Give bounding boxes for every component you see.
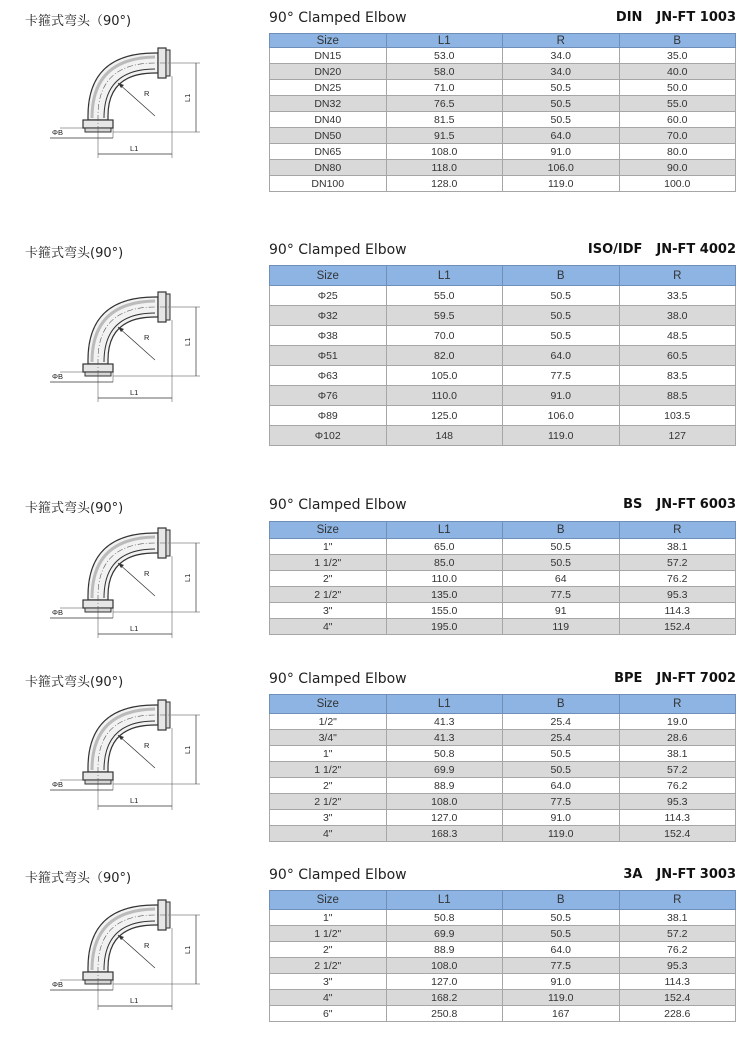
radius-line xyxy=(118,83,155,116)
table-cell: 88.9 xyxy=(386,778,503,794)
table-cell: 50.5 xyxy=(503,326,620,346)
table-cell: 35.0 xyxy=(619,48,736,64)
table-cell: 152.4 xyxy=(619,826,736,842)
table-cell: 59.5 xyxy=(386,306,503,326)
table-cell: 1" xyxy=(270,539,387,555)
table-cell: DN40 xyxy=(270,112,387,128)
table-cell: 110.0 xyxy=(386,386,503,406)
table-cell: 64.0 xyxy=(503,942,620,958)
column-header: L1 xyxy=(386,522,503,539)
radius-line xyxy=(118,735,155,768)
table-row xyxy=(270,778,736,794)
section-cn-title: 卡箍式弯头(90°) xyxy=(25,501,124,516)
table-cell: 50.5 xyxy=(503,926,620,942)
elbow-drawing xyxy=(40,28,240,168)
table-cell: 195.0 xyxy=(386,619,503,635)
column-header: R xyxy=(619,522,736,539)
table-row xyxy=(270,942,736,958)
table-row xyxy=(270,990,736,1006)
table-cell: 6" xyxy=(270,1006,387,1022)
table-cell: 2" xyxy=(270,942,387,958)
table-cell: 100.0 xyxy=(619,176,736,192)
table-row xyxy=(270,958,736,974)
column-header: L1 xyxy=(386,891,503,910)
table-cell: 50.5 xyxy=(503,80,620,96)
table-cell: 80.0 xyxy=(619,144,736,160)
table-row xyxy=(270,128,736,144)
table-cell: 91.0 xyxy=(503,974,620,990)
elbow-drawing xyxy=(40,508,240,648)
l1-vertical-label: L1 xyxy=(183,337,192,346)
table-row xyxy=(270,1006,736,1022)
table-cell: 19.0 xyxy=(619,714,736,730)
table-row xyxy=(270,48,736,64)
standard-label: 3A xyxy=(623,867,643,882)
section-en-title: 90° Clamped Elbow xyxy=(269,242,407,258)
table-cell: 77.5 xyxy=(503,366,620,386)
product-code xyxy=(614,671,736,686)
table-row xyxy=(270,730,736,746)
table-row xyxy=(270,346,736,366)
table-cell: 119.0 xyxy=(503,176,620,192)
table-cell: 91.0 xyxy=(503,386,620,406)
table-cell: 108.0 xyxy=(386,794,503,810)
l1-horizontal-label: L1 xyxy=(130,388,139,397)
table-cell: 114.3 xyxy=(619,974,736,990)
table-cell: 125.0 xyxy=(386,406,503,426)
table-cell: 50.8 xyxy=(386,746,503,762)
table-cell: 38.1 xyxy=(619,746,736,762)
table-row xyxy=(270,619,736,635)
table-row xyxy=(270,826,736,842)
column-header: Size xyxy=(270,266,387,286)
column-header: Size xyxy=(270,34,387,48)
table-cell: 77.5 xyxy=(503,958,620,974)
table-cell: 148 xyxy=(386,426,503,446)
table-cell: 82.0 xyxy=(386,346,503,366)
table-header-row xyxy=(270,695,736,714)
table-row xyxy=(270,96,736,112)
table-cell: Φ63 xyxy=(270,366,387,386)
table-cell: 33.5 xyxy=(619,286,736,306)
table-cell: 250.8 xyxy=(386,1006,503,1022)
column-header: B xyxy=(503,891,620,910)
table-row xyxy=(270,810,736,826)
table-cell: 108.0 xyxy=(386,144,503,160)
table-row xyxy=(270,762,736,778)
table-cell: 77.5 xyxy=(503,794,620,810)
table-cell: 57.2 xyxy=(619,555,736,571)
table-cell: 41.3 xyxy=(386,714,503,730)
table-row xyxy=(270,386,736,406)
column-header: Size xyxy=(270,891,387,910)
table-cell: 3" xyxy=(270,810,387,826)
table-cell: 28.6 xyxy=(619,730,736,746)
elbow-drawing xyxy=(40,880,240,1020)
table-cell: 41.3 xyxy=(386,730,503,746)
column-header: R xyxy=(619,695,736,714)
table-cell: 119.0 xyxy=(503,426,620,446)
code-number: JN-FT 1003 xyxy=(656,10,736,25)
spec-table xyxy=(269,265,736,446)
table-cell: 83.5 xyxy=(619,366,736,386)
column-header: B xyxy=(619,34,736,48)
table-row xyxy=(270,160,736,176)
table-row xyxy=(270,746,736,762)
column-header: R xyxy=(619,891,736,910)
table-cell: 48.5 xyxy=(619,326,736,346)
table-row xyxy=(270,406,736,426)
section-en-title: 90° Clamped Elbow xyxy=(269,10,407,26)
table-cell: 76.2 xyxy=(619,778,736,794)
table-cell: 168.2 xyxy=(386,990,503,1006)
product-code xyxy=(588,242,736,257)
column-header: B xyxy=(503,695,620,714)
section-cn-title: 卡箍式弯头(90°) xyxy=(25,246,124,261)
table-cell: 1 1/2" xyxy=(270,762,387,778)
table-cell: 90.0 xyxy=(619,160,736,176)
table-cell: 55.0 xyxy=(386,286,503,306)
table-cell: 118.0 xyxy=(386,160,503,176)
table-cell: 103.5 xyxy=(619,406,736,426)
radius-label: R xyxy=(144,333,150,342)
table-row xyxy=(270,80,736,96)
radius-label: R xyxy=(144,89,150,98)
table-cell: 69.9 xyxy=(386,762,503,778)
table-row xyxy=(270,286,736,306)
table-row xyxy=(270,794,736,810)
column-header: B xyxy=(503,266,620,286)
table-cell: 3/4" xyxy=(270,730,387,746)
table-cell: 106.0 xyxy=(503,406,620,426)
table-cell: 76.2 xyxy=(619,942,736,958)
table-cell: 76.5 xyxy=(386,96,503,112)
b-label: ΦB xyxy=(52,372,63,381)
table-cell: 50.5 xyxy=(503,96,620,112)
column-header: L1 xyxy=(386,34,503,48)
table-cell: Φ76 xyxy=(270,386,387,406)
table-cell: 58.0 xyxy=(386,64,503,80)
table-cell: 91.5 xyxy=(386,128,503,144)
section-cn-title: 卡箍式弯头（90°) xyxy=(25,871,132,886)
b-label: ΦB xyxy=(52,780,63,789)
elbow-drawing-svg xyxy=(40,680,240,820)
table-cell: 95.3 xyxy=(619,958,736,974)
column-header: L1 xyxy=(386,266,503,286)
table-row xyxy=(270,587,736,603)
code-number: JN-FT 3003 xyxy=(656,867,736,882)
table-cell: 77.5 xyxy=(503,587,620,603)
table-cell: 91 xyxy=(503,603,620,619)
table-cell: 2" xyxy=(270,571,387,587)
table-cell: 106.0 xyxy=(503,160,620,176)
table-cell: 95.3 xyxy=(619,587,736,603)
table-cell: DN20 xyxy=(270,64,387,80)
table-cell: 1 1/2" xyxy=(270,926,387,942)
standard-label: BS xyxy=(623,497,643,512)
table-cell: 38.1 xyxy=(619,910,736,926)
table-cell: 65.0 xyxy=(386,539,503,555)
table-header-row xyxy=(270,266,736,286)
radius-line xyxy=(118,327,155,360)
table-cell: 91.0 xyxy=(503,810,620,826)
section-en-title: 90° Clamped Elbow xyxy=(269,867,407,883)
table-cell: 114.3 xyxy=(619,603,736,619)
table-row xyxy=(270,326,736,346)
column-header: Size xyxy=(270,695,387,714)
table-row xyxy=(270,571,736,587)
table-cell: DN65 xyxy=(270,144,387,160)
table-cell: 64.0 xyxy=(503,778,620,794)
l1-horizontal-label: L1 xyxy=(130,796,139,805)
table-cell: 152.4 xyxy=(619,990,736,1006)
table-cell: Φ25 xyxy=(270,286,387,306)
table-cell: 38.1 xyxy=(619,539,736,555)
l1-vertical-label: L1 xyxy=(183,573,192,582)
table-cell: 4" xyxy=(270,826,387,842)
table-cell: 127.0 xyxy=(386,974,503,990)
table-cell: Φ102 xyxy=(270,426,387,446)
table-row xyxy=(270,112,736,128)
table-cell: DN32 xyxy=(270,96,387,112)
section-en-title: 90° Clamped Elbow xyxy=(269,671,407,687)
table-cell: 91.0 xyxy=(503,144,620,160)
table-cell: 105.0 xyxy=(386,366,503,386)
table-cell: 152.4 xyxy=(619,619,736,635)
spec-table xyxy=(269,694,736,842)
column-header: Size xyxy=(270,522,387,539)
table-cell: DN80 xyxy=(270,160,387,176)
table-cell: 69.9 xyxy=(386,926,503,942)
code-number: JN-FT 7002 xyxy=(656,671,736,686)
standard-label: BPE xyxy=(614,671,643,686)
table-cell: 114.3 xyxy=(619,810,736,826)
table-header-row xyxy=(270,522,736,539)
table-cell: 57.2 xyxy=(619,926,736,942)
table-cell: 71.0 xyxy=(386,80,503,96)
table-row xyxy=(270,555,736,571)
column-header: R xyxy=(619,266,736,286)
table-cell: Φ38 xyxy=(270,326,387,346)
table-cell: 25.4 xyxy=(503,714,620,730)
table-cell: 50.5 xyxy=(503,539,620,555)
table-cell: 3" xyxy=(270,603,387,619)
table-cell: 128.0 xyxy=(386,176,503,192)
table-cell: 95.3 xyxy=(619,794,736,810)
l1-vertical-label: L1 xyxy=(183,745,192,754)
table-cell: 70.0 xyxy=(619,128,736,144)
radius-label: R xyxy=(144,741,150,750)
table-cell: 34.0 xyxy=(503,48,620,64)
table-cell: 25.4 xyxy=(503,730,620,746)
elbow-drawing-svg xyxy=(40,28,240,168)
table-row xyxy=(270,974,736,990)
elbow-drawing-svg xyxy=(40,508,240,648)
elbow-drawing-svg xyxy=(40,272,240,412)
table-cell: 119 xyxy=(503,619,620,635)
table-row xyxy=(270,366,736,386)
table-cell: 50.5 xyxy=(503,112,620,128)
table-cell: 60.5 xyxy=(619,346,736,366)
table-cell: DN100 xyxy=(270,176,387,192)
spec-table xyxy=(269,33,736,192)
table-cell: 108.0 xyxy=(386,958,503,974)
table-cell: DN15 xyxy=(270,48,387,64)
table-cell: 127.0 xyxy=(386,810,503,826)
table-cell: 4" xyxy=(270,619,387,635)
table-cell: 50.5 xyxy=(503,746,620,762)
table-cell: 135.0 xyxy=(386,587,503,603)
l1-horizontal-label: L1 xyxy=(130,144,139,153)
table-cell: Φ89 xyxy=(270,406,387,426)
column-header: L1 xyxy=(386,695,503,714)
table-row xyxy=(270,306,736,326)
elbow-drawing xyxy=(40,272,240,412)
table-cell: 64 xyxy=(503,571,620,587)
radius-label: R xyxy=(144,569,150,578)
table-cell: 3" xyxy=(270,974,387,990)
table-row xyxy=(270,910,736,926)
table-cell: 50.8 xyxy=(386,910,503,926)
table-cell: 1/2" xyxy=(270,714,387,730)
table-cell: DN50 xyxy=(270,128,387,144)
table-cell: 50.5 xyxy=(503,762,620,778)
table-cell: 1" xyxy=(270,746,387,762)
table-cell: DN25 xyxy=(270,80,387,96)
table-cell: 64.0 xyxy=(503,128,620,144)
table-cell: 50.5 xyxy=(503,910,620,926)
b-label: ΦB xyxy=(52,980,63,989)
table-cell: 228.6 xyxy=(619,1006,736,1022)
table-cell: 119.0 xyxy=(503,990,620,1006)
code-number: JN-FT 6003 xyxy=(656,497,736,512)
table-cell: 2 1/2" xyxy=(270,794,387,810)
table-cell: 70.0 xyxy=(386,326,503,346)
table-row xyxy=(270,603,736,619)
table-header-row xyxy=(270,891,736,910)
table-cell: 34.0 xyxy=(503,64,620,80)
table-cell: 53.0 xyxy=(386,48,503,64)
radius-line xyxy=(118,935,155,968)
table-cell: 1" xyxy=(270,910,387,926)
table-row xyxy=(270,144,736,160)
table-cell: 4" xyxy=(270,990,387,1006)
product-code xyxy=(623,867,736,882)
column-header: R xyxy=(503,34,620,48)
table-cell: 55.0 xyxy=(619,96,736,112)
table-cell: 40.0 xyxy=(619,64,736,80)
table-row xyxy=(270,64,736,80)
table-cell: 2" xyxy=(270,778,387,794)
product-code xyxy=(616,10,736,25)
l1-horizontal-label: L1 xyxy=(130,996,139,1005)
table-cell: 50.5 xyxy=(503,555,620,571)
table-cell: 81.5 xyxy=(386,112,503,128)
product-code xyxy=(623,497,736,512)
table-cell: 88.5 xyxy=(619,386,736,406)
table-cell: Φ51 xyxy=(270,346,387,366)
spec-table xyxy=(269,890,736,1022)
section-en-title: 90° Clamped Elbow xyxy=(269,497,407,513)
table-cell: 50.0 xyxy=(619,80,736,96)
table-header-row xyxy=(270,34,736,48)
section-cn-title: 卡箍式弯头（90°) xyxy=(25,14,132,29)
table-cell: 50.5 xyxy=(503,306,620,326)
table-row xyxy=(270,176,736,192)
table-cell: 88.9 xyxy=(386,942,503,958)
table-cell: 168.3 xyxy=(386,826,503,842)
table-cell: Φ32 xyxy=(270,306,387,326)
table-cell: 119.0 xyxy=(503,826,620,842)
b-label: ΦB xyxy=(52,128,63,137)
l1-horizontal-label: L1 xyxy=(130,624,139,633)
table-cell: 2 1/2" xyxy=(270,587,387,603)
spec-table xyxy=(269,521,736,635)
section-cn-title: 卡箍式弯头(90°) xyxy=(25,675,124,690)
column-header: B xyxy=(503,522,620,539)
radius-line xyxy=(118,563,155,596)
table-row xyxy=(270,714,736,730)
l1-vertical-label: L1 xyxy=(183,945,192,954)
table-cell: 110.0 xyxy=(386,571,503,587)
code-number: JN-FT 4002 xyxy=(656,242,736,257)
table-cell: 50.5 xyxy=(503,286,620,306)
table-row xyxy=(270,926,736,942)
standard-label: ISO/IDF xyxy=(587,242,643,257)
elbow-drawing-svg xyxy=(40,880,240,1020)
standard-label: DIN xyxy=(615,10,643,25)
b-label: ΦB xyxy=(52,608,63,617)
table-cell: 38.0 xyxy=(619,306,736,326)
table-cell: 1 1/2" xyxy=(270,555,387,571)
table-cell: 57.2 xyxy=(619,762,736,778)
table-cell: 155.0 xyxy=(386,603,503,619)
elbow-drawing xyxy=(40,680,240,820)
l1-vertical-label: L1 xyxy=(183,93,192,102)
table-cell: 127 xyxy=(619,426,736,446)
table-row xyxy=(270,426,736,446)
table-row xyxy=(270,539,736,555)
table-cell: 2 1/2" xyxy=(270,958,387,974)
table-cell: 85.0 xyxy=(386,555,503,571)
table-cell: 167 xyxy=(503,1006,620,1022)
table-cell: 60.0 xyxy=(619,112,736,128)
table-cell: 76.2 xyxy=(619,571,736,587)
table-cell: 64.0 xyxy=(503,346,620,366)
radius-label: R xyxy=(144,941,150,950)
